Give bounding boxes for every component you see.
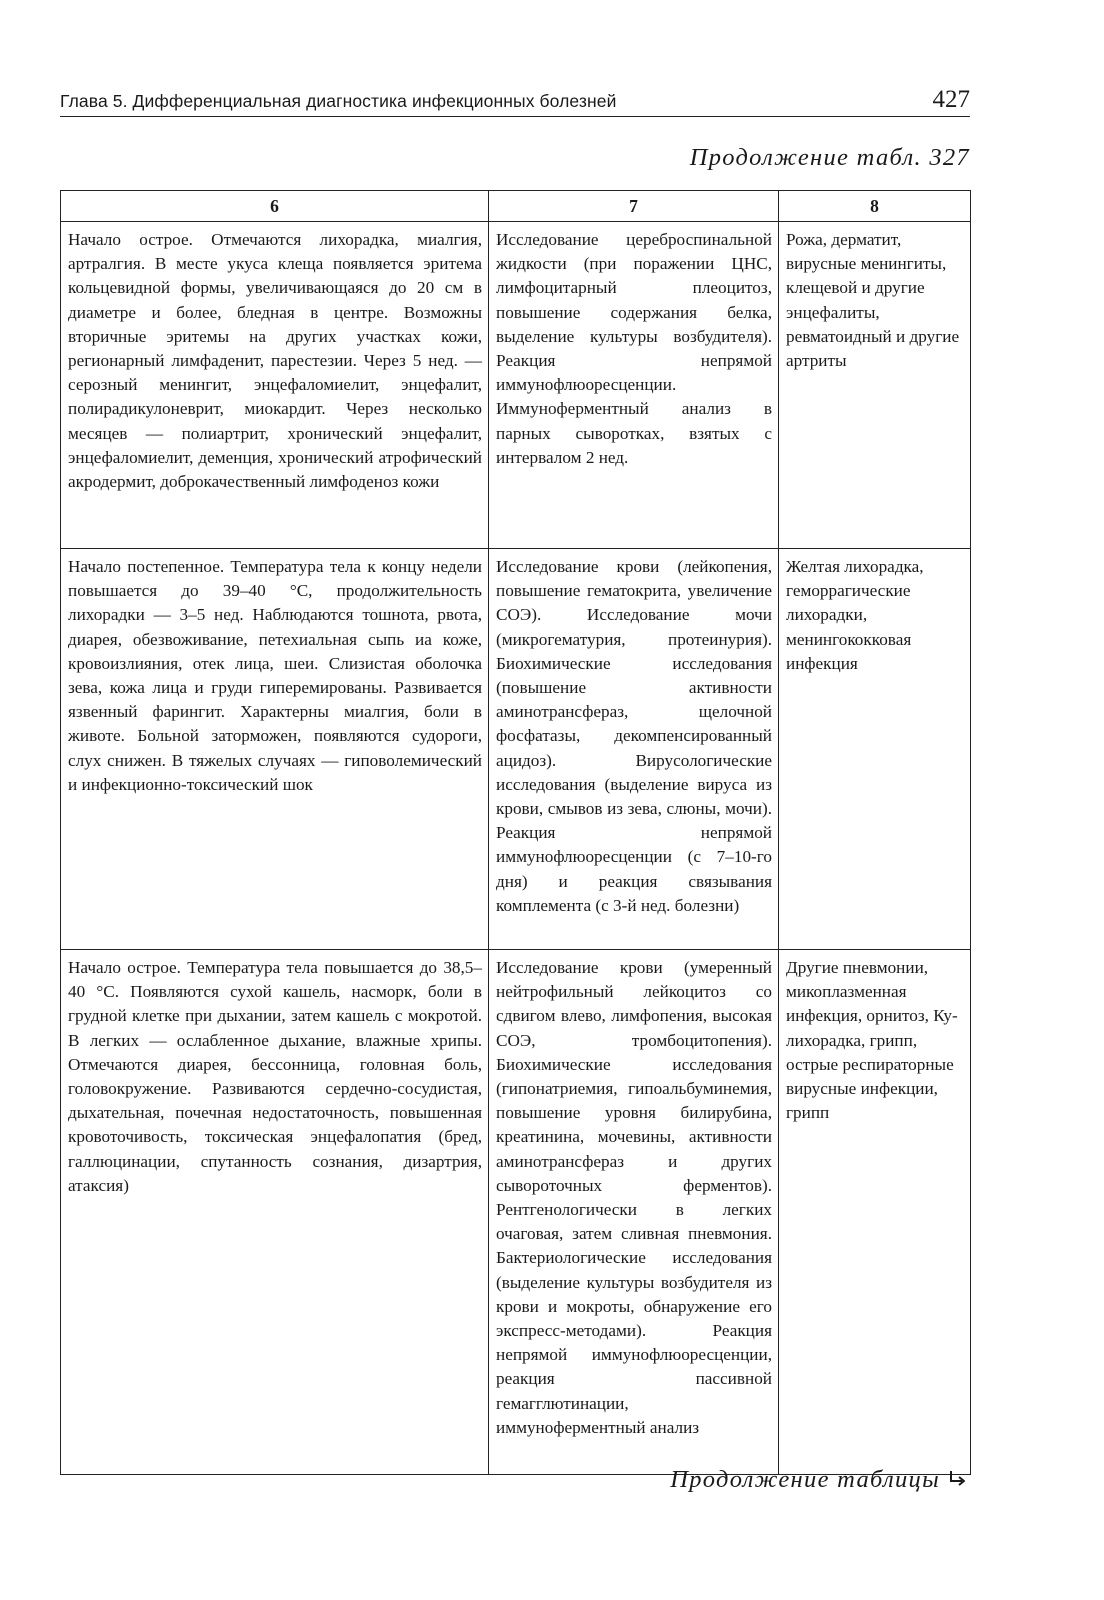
diagnosis-table: [60, 190, 971, 1475]
clinical-signs-cell: Начало острое. Отмечаются лихорадка, миалгия, артралгия. В месте укуса клеща появляется эритема кольцевидной формы, увеличивающаяся до 20 см в диаметре и более, бледная в центре. Возможны вторичные эритемы на других участках кожи, регионарный лимфаденит, парестезии. Через 5 нед. — серозный менингит, энцефаломиелит, энцефалит, полирадикулоневрит, миокардит. Через несколько месяцев — полиартрит, хронический энцефалит, энцефаломиелит, деменция, хронический атрофический акродермит, доброкачественный лимфоденоз кожи: [61, 222, 489, 549]
table-row: [61, 222, 971, 549]
clinical-signs-cell: Начало острое. Температура тела повышается до 38,5–40 °С. Появляются сухой кашель, насморк, боли в грудной клетке при дыхании, затем кашель с мокротой. В легких — ослабленное дыхание, влажные хрипы. Отмечаются диарея, бессонница, головная боль, головокружение. Развиваются сердечно-сосудистая, дыхательная, почечная недостаточность, повышенная кровоточивость, токсическая энцефалопатия (бред, галлюцинации, спутанность сознания, дизартрия, атаксия): [61, 950, 489, 1475]
table-continued-note: [670, 1466, 970, 1494]
table-caption: Продолжение табл. 327: [689, 144, 970, 171]
running-head: [60, 84, 970, 117]
column-header-6: 6: [61, 191, 489, 222]
column-header-7: 7: [489, 191, 779, 222]
lab-diagnosis-cell: Исследование крови (умеренный нейтрофильный лейкоцитоз со сдвигом влево, лимфопения, высокая СОЭ, тромбоцитопения). Биохимические исследования (гипонатриемия, гипоальбуминемия, повышение уровня билирубина, креатинина, мочевины, активности аминотрансфераз и других сывороточных ферментов). Рентгенологически в легких очаговая, затем сливная пневмония. Бактериологические исследования (выделение культуры возбудителя из крови и мокроты, обнаружение его экспресс-методами). Реакция непрямой иммунофлюоресценции, реакция пассивной гемагглютинации, иммуноферментный анализ: [489, 950, 779, 1475]
turn-arrow-icon: [946, 1468, 970, 1492]
differential-cell: Желтая лихорадка, геморрагические лихорадки, менингококковая инфекция: [779, 549, 971, 950]
clinical-signs-cell: Начало постепенное. Температура тела к концу недели повышается до 39–40 °С, продолжительность лихорадки — 3–5 нед. Наблюдаются тошнота, рвота, диарея, обезвоживание, петехиальная сыпь иа коже, кровоизлияния, отек лица, шеи. Слизистая оболочка зева, кожа лица и груди гиперемированы. Развивается язвенный фарингит. Характерны миалгия, боли в животе. Больной заторможен, появляются судороги, слух снижен. В тяжелых случаях — гиповолемический и инфекционно-токсический шок: [61, 549, 489, 950]
table-header-row: [61, 191, 971, 222]
lab-diagnosis-cell: Исследование крови (лейкопения, повышение гематокрита, увеличение СОЭ). Исследование мочи (микрогематурия, протеинурия). Биохимические исследования (повышение активности аминотрансфераз, щелочной фосфатазы, декомпенсированный ацидоз). Вирусологические исследования (выделение вируса из крови, смывов из зева, слюны, мочи). Реакция непрямой иммунофлюоресценции (с 7–10-го дня) и реакция связывания комплемента (с 3-й нед. болезни): [489, 549, 779, 950]
chapter-title: Глава 5. Дифференциальная диагностика инфекционных болезней: [60, 91, 617, 111]
column-header-8: 8: [779, 191, 971, 222]
page-number: 427: [932, 86, 970, 113]
continued-label: Продолжение таблицы: [670, 1466, 940, 1493]
table-row: [61, 950, 971, 1475]
differential-cell: Другие пневмонии, микоплазменная инфекция, орнитоз, Ку-лихорадка, грипп, острые респираторные вирусные инфекции, грипп: [779, 950, 971, 1475]
table-row: [61, 549, 971, 950]
differential-cell: Рожа, дерматит, вирусные менингиты, клещевой и другие энцефалиты, ревматоидный и другие артриты: [779, 222, 971, 549]
lab-diagnosis-cell: Исследование цереброспинальной жидкости (при поражении ЦНС, лимфоцитарный плеоцитоз, повышение содержания белка, выделение культуры возбудителя). Реакция непрямой иммунофлюоресценции. Иммуноферментный анализ в парных сыворотках, взятых с интервалом 2 нед.: [489, 222, 779, 549]
